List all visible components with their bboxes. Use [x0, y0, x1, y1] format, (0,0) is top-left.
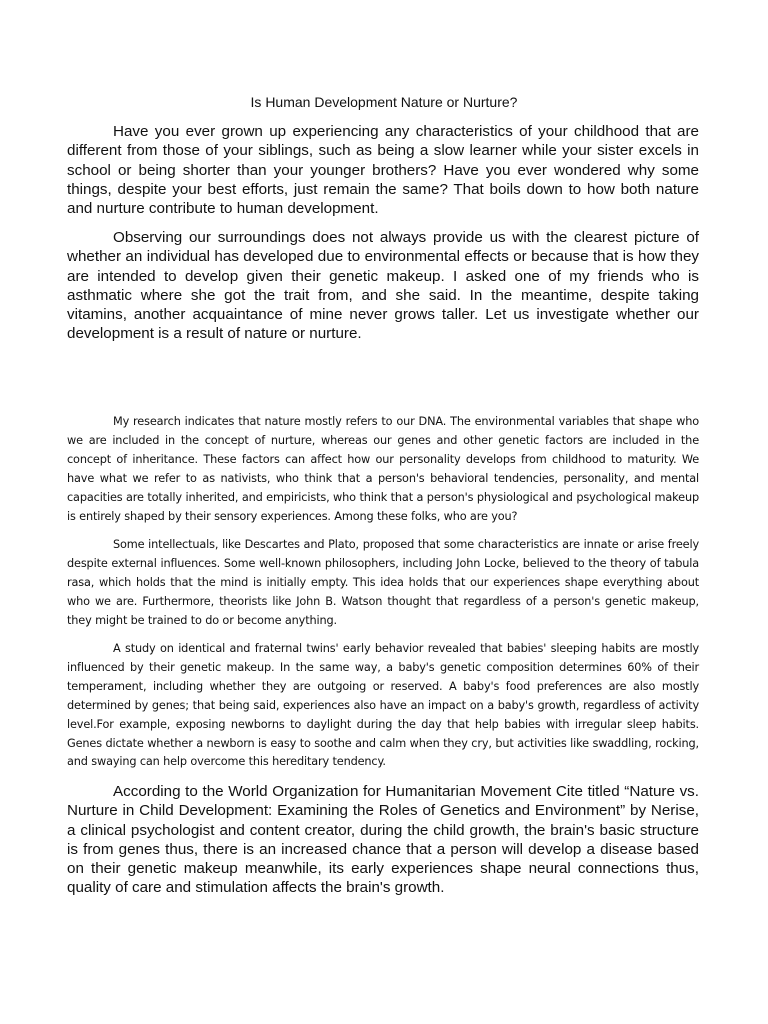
paragraph-intro: Have you ever grown up experiencing any characteristics of your childhood that are different from those of your siblings, such as being a slow learner while your sister excels in school or being shorter than your younger brothers? Have you ever wondered why some things, despite your best efforts, just remain the same? That boils down to how both nature and nurture contribute to human development.: [67, 123, 699, 218]
paragraph-observing: Observing our surroundings does not always provide us with the clearest picture of whether an individual has developed due to environmental effects or because that is how they are intended to develop given their genetic makeup. I asked one of my friends who is asthmatic where she got the trait from, and she said. In the meantime, despite taking vitamins, another acquaintance of mine never grows taller. Let us investigate whether our development is a result of nature or nurture.: [67, 229, 699, 343]
document-title: Is Human Development Nature or Nurture?: [250, 94, 518, 110]
paragraph-world-organization: According to the World Organization for Humanitarian Movement Cite titled “Nature vs. Nurture in Child Development: Examining the Roles of Genetics and Environment” by Nerise, a clinical psychologist and content creator, during the child growth, the brain's basic structure is from genes thus, there is an increased chance that a person will develop a disease based on their genetic makeup meanwhile, its early experiences shape neural connections thus, quality of care and stimulation affects the brain's growth.: [67, 783, 699, 897]
paragraph-intellectuals: Some intellectuals, like Descartes and Plato, proposed that some characteristics are innate or arise freely despite external influences. Some well-known philosophers, including John Locke, believed to the theory of tabula rasa, which holds that the mind is initially empty. This idea holds that our experiences shape everything about who we are. Furthermore, theorists like John B. Watson thought that regardless of a person's genetic makeup, they might be trained to do or become anything.: [67, 538, 699, 627]
paragraph-twin-study: A study on identical and fraternal twins' early behavior revealed that babies' sleeping habits are mostly influenced by their genetic makeup. In the same way, a baby's genetic composition determines 60% of their temperament, including whether they are outgoing or reserved. A baby's food preferences are also mostly determined by genes; that being said, experiences also have an impact on a baby's growth, regardless of activity level.For example, exposing newborns to daylight during the day that help babies with irregular sleep habits. Genes dictate whether a newborn is easy to soothe and calm when they cry, but activities like swaddling, rocking, and swaying can help overcome this hereditary tendency.: [67, 642, 699, 769]
paragraph-research: My research indicates that nature mostly refers to our DNA. The environmental variables that shape who we are included in the concept of nurture, whereas our genes and other genetic factors are included in the concept of inheritance. These factors can affect how our personality develops from childhood to maturity. We have what we refer to as nativists, who think that a person's behavioral tendencies, personality, and mental capacities are totally inherited, and empiricists, who think that a person's physiological and psychological makeup is entirely shaped by their sensory experiences. Among these folks, who are you?: [67, 415, 699, 523]
